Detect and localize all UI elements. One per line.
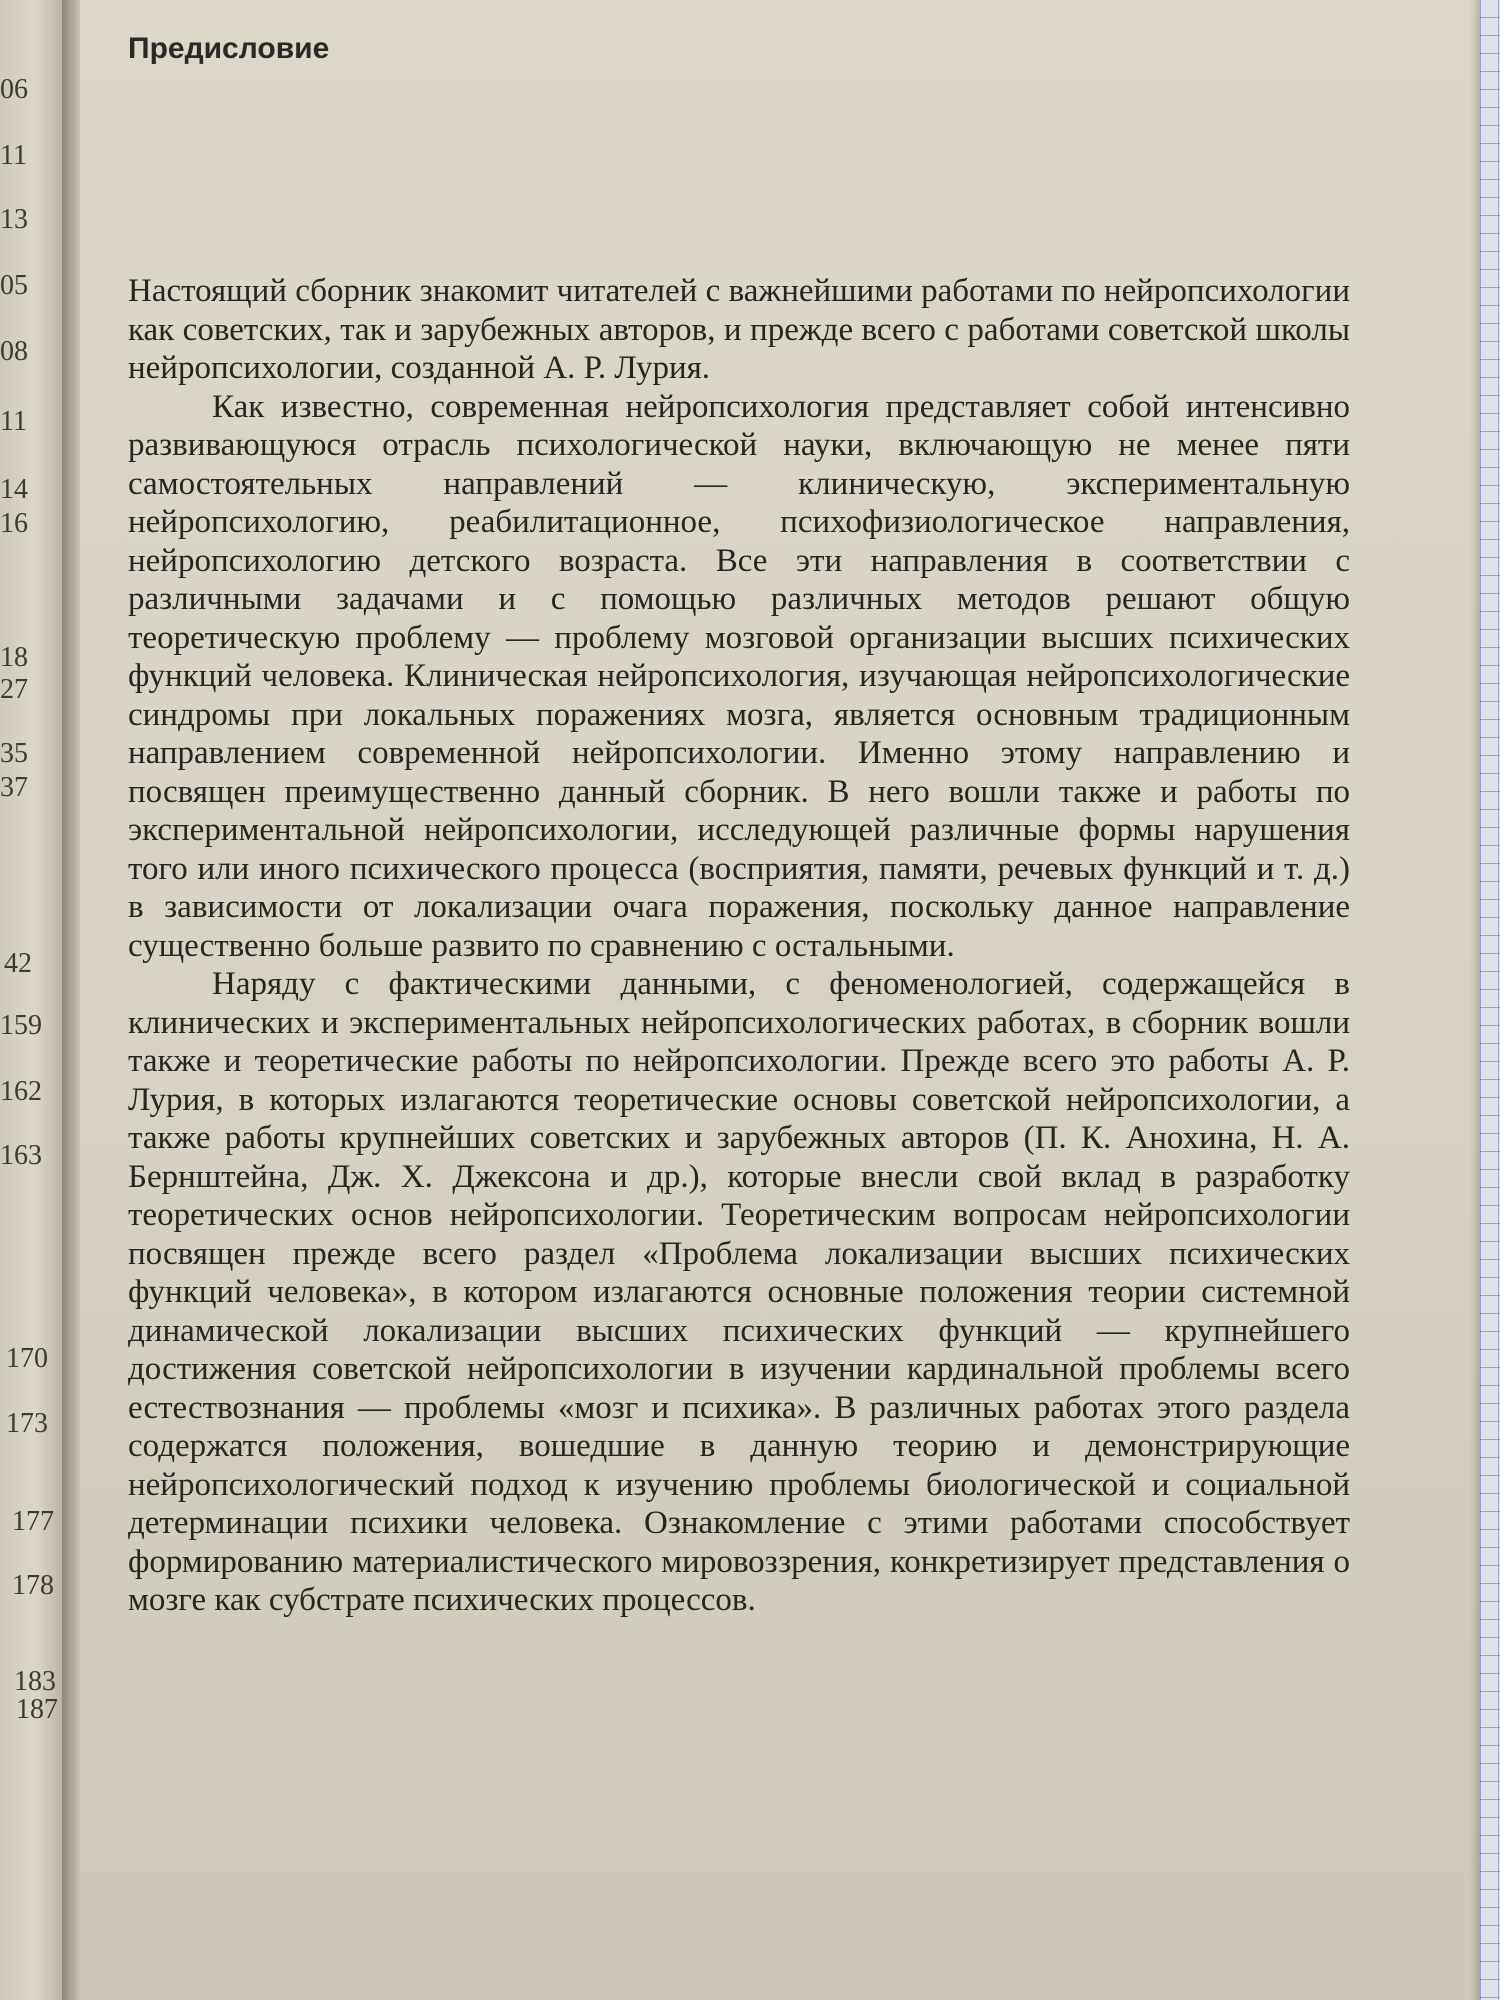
page-number: 06 <box>0 74 28 105</box>
book-gutter <box>62 0 80 2000</box>
page-number: 187 <box>16 1694 58 1725</box>
page-edge-shadow <box>1470 0 1480 2000</box>
paragraph: Как известно, современная нейропсихология представляет собой интенсивно развивающуюся отрасль психологической науки, включающую не менее пяти самостоятельных направлений — клиническую, экспериментальную нейропсихологию, реабилитационное, психофизиологическое направления, нейропсихологию детского возраста. Все эти направления в соответствии с различными задачами и с помощью различных методов решают общую теоретическую проблему — проблему мозговой организации высших психических функций человека. Клиническая нейропсихология, изучающая нейропсихологические синдромы при локальных поражениях мозга, является основным традиционным направлением современной нейропсихологии. Именно этому направлению и посвящен преимущественно данный сборник. В него вошли также и работы по экспериментальной нейропсихологии, исследующей различные формы нарушения того или иного психического процесса (восприятия, памяти, речевых функций и т. д.) в зависимости от локализации очага поражения, поскольку данное направление существенно больше развито по сравнению с остальными. <box>128 388 1350 964</box>
page-number: 16 <box>0 508 28 539</box>
page-body <box>128 272 1350 1620</box>
page-number: 42 <box>4 948 32 979</box>
page-number: 27 <box>0 674 28 705</box>
page-heading: Предисловие <box>128 32 330 65</box>
paragraph: Наряду с фактическими данными, с феноменологией, содержащейся в клинических и экспериментальных нейропсихологических работах, в сборник вошли также и теоретические работы по нейропсихологии. Прежде всего это работы А. Р. Лурия, в которых излагаются теоретические основы советской нейропсихологии, а также работы крупнейших советских и зарубежных авторов (П. К. Анохина, Н. А. Бернштейна, Дж. Х. Джексона и др.), которые внесли свой вклад в разработку теоретических основ нейропсихологии. Теоретическим вопросам нейропсихологии посвящен прежде всего раздел «Проблема локализации высших психических функций человека», в котором излагаются основные положения теории системной динамической локализации высших психических функций — крупнейшего достижения советской нейропсихологии в изучении кардинальной проблемы всего естествознания — проблемы «мозг и психика». В различных работах этого раздела содержатся положения, вошедшие в данную теорию и демонстрирующие нейропсихологический подход к изучению проблемы биологической и социальной детерминации психики человека. Ознакомление с этими работами способствует формированию материалистического мировоззрения, конкретизирует представления о мозге как субстрате психических процессов. <box>128 966 1350 1618</box>
page-number: 13 <box>0 204 28 235</box>
page-number: 162 <box>0 1076 42 1107</box>
previous-page-margin <box>0 0 62 2000</box>
page-number: 177 <box>12 1506 54 1537</box>
page-number: 159 <box>0 1010 42 1041</box>
page-number: 05 <box>0 270 28 301</box>
page-number: 18 <box>0 642 28 673</box>
page-number: 170 <box>6 1343 48 1374</box>
page-number: 11 <box>0 140 27 171</box>
page-number: 14 <box>0 474 28 505</box>
paragraph: Настоящий сборник знакомит читателей с важнейшими работами по нейропсихологии как советских, так и зарубежных авторов, и прежде всего с работами советской школы нейропсихологии, созданной А. Р. Лурия. <box>128 273 1350 386</box>
page-number: 37 <box>0 772 28 803</box>
page-number: 163 <box>0 1140 42 1171</box>
graph-paper-edge <box>1480 0 1500 2000</box>
page-number: 08 <box>0 336 28 367</box>
page-number: 11 <box>0 406 27 437</box>
page-number: 183 <box>14 1666 56 1697</box>
page-number: 173 <box>6 1408 48 1439</box>
page-number: 178 <box>12 1570 54 1601</box>
page-number: 35 <box>0 738 28 769</box>
